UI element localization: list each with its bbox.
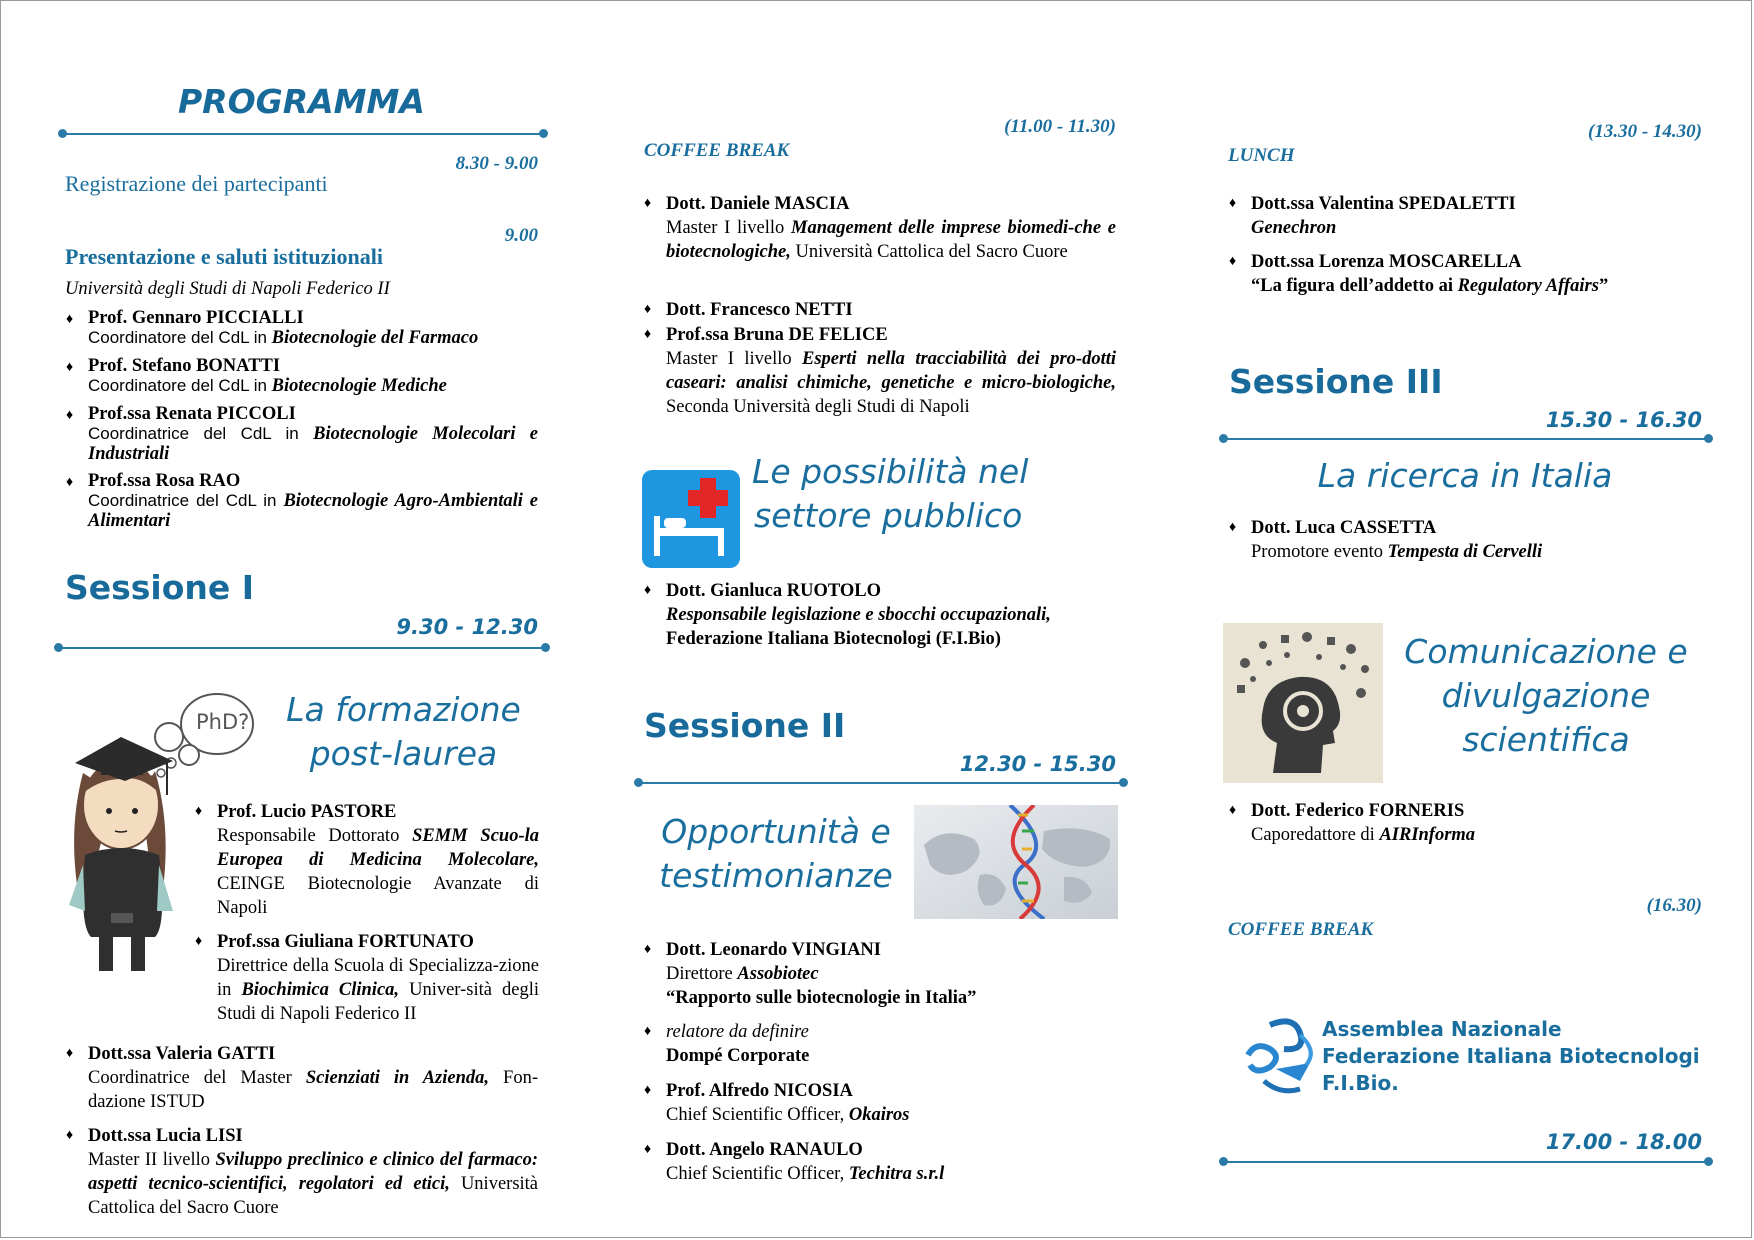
hospital-bed-icon bbox=[642, 470, 740, 568]
speaker-role: Direttore bbox=[666, 964, 738, 984]
speaker-de-felice bbox=[644, 323, 1116, 419]
speaker-name: Prof.ssa Bruna DE FELICE bbox=[666, 325, 888, 345]
talk-title: “Rapporto sulle biotecnologie in Italia” bbox=[666, 988, 977, 1008]
title-line: settore pubblico bbox=[754, 496, 1023, 535]
presentation-time: 9.00 bbox=[504, 225, 538, 246]
lunch-label: LUNCH bbox=[1228, 145, 1295, 166]
title-line: scientifica bbox=[1462, 720, 1630, 759]
divider bbox=[1223, 1161, 1709, 1163]
title-line: testimonianze bbox=[659, 856, 893, 895]
bullet-icon: ♦ bbox=[195, 804, 203, 819]
speaker-fortunato bbox=[195, 930, 540, 1026]
program-name: Scienziati in Azienda, bbox=[305, 1068, 489, 1088]
speaker-mascia bbox=[644, 192, 1116, 264]
bullet-icon: ♦ bbox=[644, 302, 652, 317]
coffee-break-2-label: COFFEE BREAK bbox=[1228, 919, 1374, 940]
bullet-icon: ♦ bbox=[1229, 196, 1237, 211]
speaker-role: Responsabile legislazione e sbocchi occupazionali, bbox=[666, 605, 1051, 625]
assembly-time: 17.00 - 18.00 bbox=[1545, 1130, 1702, 1154]
speaker-name: Dott. Leonardo VINGIANI bbox=[666, 940, 881, 960]
speaker-role: Coordinatrice del CdL in bbox=[88, 491, 284, 510]
assembly-line: Assemblea Nazionale bbox=[1322, 1017, 1562, 1041]
lunch-time: (13.30 - 14.30) bbox=[1588, 121, 1702, 142]
dna-world-map-image bbox=[914, 805, 1118, 919]
bullet-icon: ♦ bbox=[644, 942, 652, 957]
bullet-icon: ♦ bbox=[644, 1142, 652, 1157]
program-name: SEMM Scuo-la Europea di Medicina Molecolare, bbox=[217, 826, 539, 870]
divider bbox=[638, 782, 1124, 784]
bullet-icon: ♦ bbox=[644, 196, 652, 211]
program-name: Esperti nella tracciabilità dei pro-dotti caseari: analisi chimiche, genetiche e micro-biologiche, bbox=[666, 349, 1116, 393]
presentation-label: Presentazione e saluti istituzionali bbox=[65, 244, 383, 269]
speaker-role: Master II livello bbox=[88, 1150, 216, 1170]
speaker-role: Responsabile Dottorato bbox=[217, 826, 413, 846]
organization: Techitra s.r.l bbox=[848, 1164, 945, 1184]
program-name: Sviluppo preclinico e clinico del farmaco: aspetti tecnico-scientifici, regolatori ed etici, bbox=[88, 1150, 538, 1194]
bullet-icon: ♦ bbox=[644, 327, 652, 342]
bullet-icon: ♦ bbox=[1229, 254, 1237, 269]
bullet-icon: ♦ bbox=[66, 1046, 74, 1061]
speaker-forneris bbox=[1229, 799, 1701, 847]
speaker-piccialli bbox=[66, 308, 538, 348]
coffee-break-label: COFFEE BREAK bbox=[644, 140, 790, 161]
formazione-title bbox=[266, 688, 541, 776]
session-2-title: Sessione II bbox=[644, 706, 846, 745]
divider bbox=[58, 647, 546, 649]
speaker-moscarella bbox=[1229, 250, 1701, 298]
bullet-icon: ♦ bbox=[66, 406, 74, 422]
title-line: post-laurea bbox=[309, 734, 498, 773]
speaker-name: Prof. Stefano BONATTI bbox=[88, 356, 281, 376]
registration-time: 8.30 - 9.00 bbox=[455, 153, 538, 174]
organization: Okairos bbox=[848, 1105, 910, 1125]
brain-icons-image bbox=[1223, 623, 1383, 783]
speaker-ruotolo bbox=[644, 579, 1116, 651]
divider bbox=[1223, 438, 1709, 440]
speaker-name: Prof. Lucio PASTORE bbox=[217, 802, 397, 822]
speaker-netti bbox=[644, 298, 1116, 322]
speaker-name: Dott.ssa Valeria GATTI bbox=[88, 1044, 276, 1064]
bullet-icon: ♦ bbox=[195, 934, 203, 949]
speaker-rao bbox=[66, 471, 539, 531]
title-line: divulgazione bbox=[1441, 676, 1651, 715]
institution: CEINGE Biotecnologie Avanzate di Napoli bbox=[217, 874, 539, 918]
speaker-bonatti bbox=[66, 356, 538, 396]
speaker-name: Prof. Gennaro PICCIALLI bbox=[88, 308, 304, 328]
registration-label: Registrazione dei partecipanti bbox=[65, 171, 328, 196]
institution: Seconda Università degli Studi di Napoli bbox=[666, 397, 970, 417]
speaker-name: Prof.ssa Rosa RAO bbox=[88, 471, 241, 491]
speaker-nicosia bbox=[644, 1079, 1116, 1127]
programma-title: PROGRAMMA bbox=[178, 82, 425, 121]
assembly-line: Federazione Italiana Biotecnologi bbox=[1322, 1044, 1700, 1068]
bullet-icon: ♦ bbox=[66, 1128, 74, 1143]
speaker-name: Dott. Francesco NETTI bbox=[666, 300, 853, 320]
speaker-role: Coordinatore del CdL in bbox=[88, 376, 272, 395]
speaker-tbd bbox=[644, 1020, 1116, 1068]
speaker-name: Dott. Federico FORNERIS bbox=[1251, 801, 1465, 821]
speaker-name: Dott.ssa Lorenza MOSCARELLA bbox=[1251, 252, 1522, 272]
organization: Federazione Italiana Biotecnologi (F.I.Bio) bbox=[666, 629, 1001, 649]
bullet-icon: ♦ bbox=[1229, 520, 1237, 535]
speaker-role: Coordinatrice del Master bbox=[88, 1068, 306, 1088]
event-name: Tempesta di Cervelli bbox=[1387, 542, 1543, 562]
course-name: Biotecnologie Mediche bbox=[271, 376, 447, 396]
coffee-break-time: (11.00 - 11.30) bbox=[1004, 116, 1116, 137]
ricerca-title: La ricerca in Italia bbox=[1317, 456, 1613, 495]
bullet-icon: ♦ bbox=[644, 583, 652, 598]
assembly-line: F.I.Bio. bbox=[1322, 1071, 1399, 1095]
comunicazione-title bbox=[1390, 630, 1702, 762]
title-line: La formazione bbox=[286, 690, 521, 729]
speaker-role: Direttrice della Scuola di Specializza-zione in bbox=[217, 956, 539, 1000]
speaker-name: Dott.ssa Lucia LISI bbox=[88, 1126, 243, 1146]
phd-bubble-text: PhD? bbox=[196, 710, 250, 734]
organization: Genechron bbox=[1251, 218, 1337, 238]
speaker-role: Master I livello bbox=[666, 218, 792, 238]
speaker-name: Prof.ssa Renata PICCOLI bbox=[88, 404, 296, 424]
session-3-time: 15.30 - 16.30 bbox=[1545, 408, 1702, 432]
publication-name: AIRInforma bbox=[1379, 825, 1476, 845]
fibio-protein-logo bbox=[1240, 1015, 1322, 1099]
speaker-cassetta bbox=[1229, 516, 1701, 564]
speaker-name: Prof.ssa Giuliana FORTUNATO bbox=[217, 932, 474, 952]
speaker-role: Coordinatore del CdL in bbox=[88, 328, 272, 347]
title-line: Opportunità e bbox=[661, 812, 891, 851]
divider bbox=[62, 133, 544, 135]
title-line: Le possibilità nel bbox=[752, 452, 1029, 491]
bullet-icon: ♦ bbox=[66, 473, 74, 489]
bullet-icon: ♦ bbox=[644, 1083, 652, 1098]
speaker-name: Dott. Daniele MASCIA bbox=[666, 194, 850, 214]
speaker-role: Chief Scientific Officer, bbox=[666, 1164, 849, 1184]
program-name: Management delle imprese biomedi-che e biotecnologiche, bbox=[666, 218, 1116, 262]
institution: Università Cattolica del Sacro Cuore bbox=[88, 1174, 539, 1218]
course-name: Biotecnologie Agro-Ambientali e Alimentari bbox=[88, 491, 539, 531]
speaker-vingiani bbox=[644, 938, 1116, 1010]
speaker-name: Dott.ssa Valentina SPEDALETTI bbox=[1251, 194, 1516, 214]
opportunita-title bbox=[652, 810, 900, 898]
talk-title-end: ” bbox=[1598, 276, 1609, 296]
speaker-name: Dott. Angelo RANAULO bbox=[666, 1140, 863, 1160]
course-name: Biotecnologie del Farmaco bbox=[271, 328, 479, 348]
session-2-time: 12.30 - 15.30 bbox=[959, 752, 1116, 776]
speaker-name: Dott. Gianluca RUOTOLO bbox=[666, 581, 881, 601]
session-3-title: Sessione III bbox=[1229, 362, 1443, 401]
session-1-time: 9.30 - 12.30 bbox=[396, 615, 538, 639]
coffee-break-2-time: (16.30) bbox=[1646, 895, 1702, 916]
talk-title: “La figura dell’addetto ai bbox=[1251, 276, 1458, 296]
speaker-piccoli bbox=[66, 404, 538, 464]
speaker-spedaletti bbox=[1229, 192, 1701, 240]
institution: Univer-sità degli Studi di Napoli Federico II bbox=[217, 980, 540, 1024]
speaker-name: Prof. Alfredo NICOSIA bbox=[666, 1081, 853, 1101]
speaker-name: Dott. Luca CASSETTA bbox=[1251, 518, 1437, 538]
university-label: Università degli Studi di Napoli Federico II bbox=[65, 279, 390, 299]
speaker-role: Chief Scientific Officer, bbox=[666, 1105, 849, 1125]
speaker-role: Promotore evento bbox=[1251, 542, 1388, 562]
speaker-role: Master I livello bbox=[666, 349, 803, 369]
bullet-icon: ♦ bbox=[644, 1024, 652, 1039]
speaker-ranaulo bbox=[644, 1138, 1116, 1186]
organization: Dompé Corporate bbox=[666, 1046, 810, 1066]
bullet-icon: ♦ bbox=[66, 358, 74, 374]
speaker-role: Coordinatrice del CdL in bbox=[88, 424, 314, 443]
course-name: Biotecnologie Molecolari e Industriali bbox=[88, 424, 538, 464]
public-sector-title bbox=[752, 450, 1028, 538]
session-1-title: Sessione I bbox=[65, 568, 255, 607]
bullet-icon: ♦ bbox=[1229, 803, 1237, 818]
speaker-gatti bbox=[66, 1042, 538, 1114]
organization: Assobiotec bbox=[737, 964, 819, 984]
speaker-lisi bbox=[66, 1124, 539, 1220]
program-name: Biochimica Clinica, bbox=[241, 980, 400, 1000]
assembly-title bbox=[1322, 1016, 1700, 1097]
speaker-role: Caporedattore di bbox=[1251, 825, 1380, 845]
title-line: Comunicazione e bbox=[1404, 632, 1688, 671]
institution: Fon-dazione ISTUD bbox=[88, 1068, 538, 1112]
institution: Università Cattolica del Sacro Cuore bbox=[790, 242, 1068, 262]
bullet-icon: ♦ bbox=[66, 310, 74, 326]
speaker-name: relatore da definire bbox=[666, 1022, 809, 1042]
speaker-pastore bbox=[195, 800, 539, 920]
talk-title-em: Regulatory Affairs bbox=[1457, 276, 1599, 296]
